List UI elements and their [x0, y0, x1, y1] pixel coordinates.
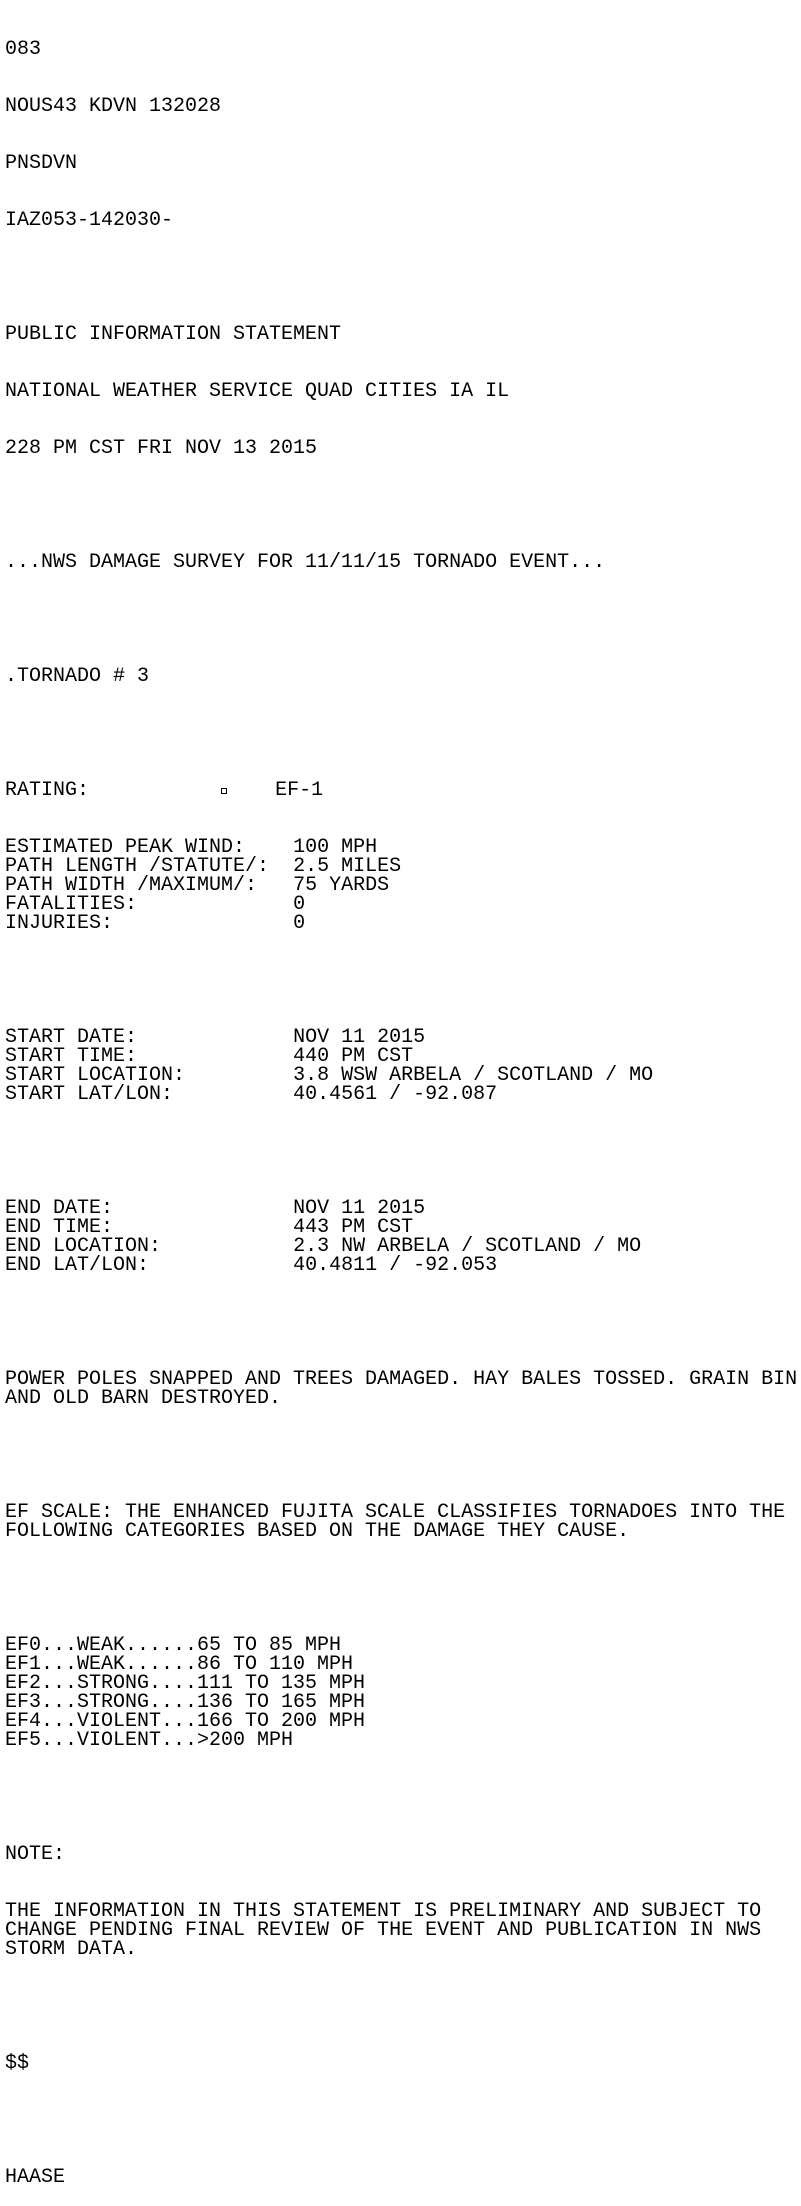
field-label: START TIME: — [5, 1045, 138, 1068]
note-label: NOTE: — [5, 1843, 66, 1866]
damage-description — [5, 1370, 797, 1408]
field-value: NOV 11 2015 — [293, 1026, 426, 1049]
product-text — [5, 2, 797, 2206]
section-title: .TORNADO # 3 — [5, 665, 150, 688]
field-value: 0 — [293, 912, 306, 935]
missing-glyph-box-icon — [221, 788, 227, 794]
field-value: 2.5 MILES — [293, 855, 402, 878]
field-label: ESTIMATED PEAK WIND: — [5, 836, 246, 859]
blank-line — [5, 971, 797, 990]
text-line: FOLLOWING CATEGORIES BASED ON THE DAMAGE THEY CAUSE. — [5, 1520, 630, 1543]
blank-line — [5, 1142, 797, 1161]
author-name: HAASE — [5, 2166, 66, 2189]
blank-line — [5, 1579, 797, 1598]
text-line: AND OLD BARN DESTROYED. — [5, 1387, 282, 1410]
blank-line — [5, 724, 797, 743]
end-table — [5, 1199, 797, 1275]
text-line: EF4...VIOLENT...166 TO 200 MPH — [5, 1710, 366, 1733]
field-label: INJURIES: — [5, 912, 114, 935]
text-line: CHANGE PENDING FINAL REVIEW OF THE EVENT AND PUBLICATION IN NWS — [5, 1919, 762, 1942]
field-label: FATALITIES: — [5, 893, 138, 916]
field-label: END LOCATION: — [5, 1235, 162, 1258]
field-row — [5, 1256, 797, 1275]
rating-value: EF-1 — [275, 779, 324, 802]
field-row — [5, 1085, 797, 1104]
field-label: PATH LENGTH /STATUTE/: — [5, 855, 270, 878]
text-line: EF3...STRONG....136 TO 165 MPH — [5, 1691, 366, 1714]
blank-line — [5, 496, 797, 515]
blank-line — [5, 610, 797, 629]
note-text — [5, 1902, 797, 1959]
ugc-code: IAZ053-142030- — [5, 209, 174, 232]
field-value: 100 MPH — [293, 836, 378, 859]
field-label: START DATE: — [5, 1026, 138, 1049]
summary-table — [5, 838, 797, 933]
text-line: EF2...STRONG....111 TO 135 MPH — [5, 1672, 366, 1695]
text-line: POWER POLES SNAPPED AND TREES DAMAGED. HAY BALES TOSSED. GRAIN BIN — [5, 1368, 798, 1391]
product-terminator: $$ — [5, 2052, 30, 2075]
headline: ...NWS DAMAGE SURVEY FOR 11/11/15 TORNADO EVENT... — [5, 551, 606, 574]
blank-line — [5, 2111, 797, 2130]
text-line: EF SCALE: THE ENHANCED FUJITA SCALE CLASSIFIES TORNADOES INTO THE — [5, 1501, 786, 1524]
start-table — [5, 1028, 797, 1104]
text-line: THE INFORMATION IN THIS STATEMENT IS PRELIMINARY AND SUBJECT TO — [5, 1900, 762, 1923]
field-label: PATH WIDTH /MAXIMUM/: — [5, 874, 258, 897]
text-line: EF5...VIOLENT...>200 MPH — [5, 1729, 294, 1752]
field-label: END DATE: — [5, 1197, 114, 1220]
field-value: 40.4811 / -92.053 — [293, 1254, 498, 1277]
field-value: 443 PM CST — [293, 1216, 414, 1239]
field-value: 2.3 NW ARBELA / SCOTLAND / MO — [293, 1235, 642, 1258]
sequence-number: 083 — [5, 38, 42, 61]
field-value: 75 YARDS — [293, 874, 390, 897]
issue-time: 228 PM CST FRI NOV 13 2015 — [5, 437, 318, 460]
field-value: 40.4561 / -92.087 — [293, 1083, 498, 1106]
field-row — [5, 914, 797, 933]
text-line: STORM DATA. — [5, 1938, 138, 1961]
ef-scale-table — [5, 1636, 797, 1750]
statement-type: PUBLIC INFORMATION STATEMENT — [5, 323, 342, 346]
blank-line — [5, 1313, 797, 1332]
awips-id: PNSDVN — [5, 152, 78, 175]
rating-label: RATING: — [5, 779, 90, 802]
blank-line — [5, 1446, 797, 1465]
ef-scale-intro — [5, 1503, 797, 1541]
field-value: 0 — [293, 893, 306, 916]
wmo-header: NOUS43 KDVN 132028 — [5, 95, 222, 118]
field-label: START LOCATION: — [5, 1064, 186, 1087]
field-value: NOV 11 2015 — [293, 1197, 426, 1220]
field-value: 440 PM CST — [293, 1045, 414, 1068]
field-label: END TIME: — [5, 1216, 114, 1239]
blank-line — [5, 1997, 797, 2016]
rating-row — [5, 781, 797, 800]
blank-line — [5, 268, 797, 287]
field-value: 3.8 WSW ARBELA / SCOTLAND / MO — [293, 1064, 654, 1087]
field-label: END LAT/LON: — [5, 1254, 150, 1277]
text-line: EF0...WEAK......65 TO 85 MPH — [5, 1634, 342, 1657]
field-label: START LAT/LON: — [5, 1083, 174, 1106]
text-line: EF1...WEAK......86 TO 110 MPH — [5, 1653, 354, 1676]
blank-line — [5, 1788, 797, 1807]
issuing-office: NATIONAL WEATHER SERVICE QUAD CITIES IA IL — [5, 380, 510, 403]
